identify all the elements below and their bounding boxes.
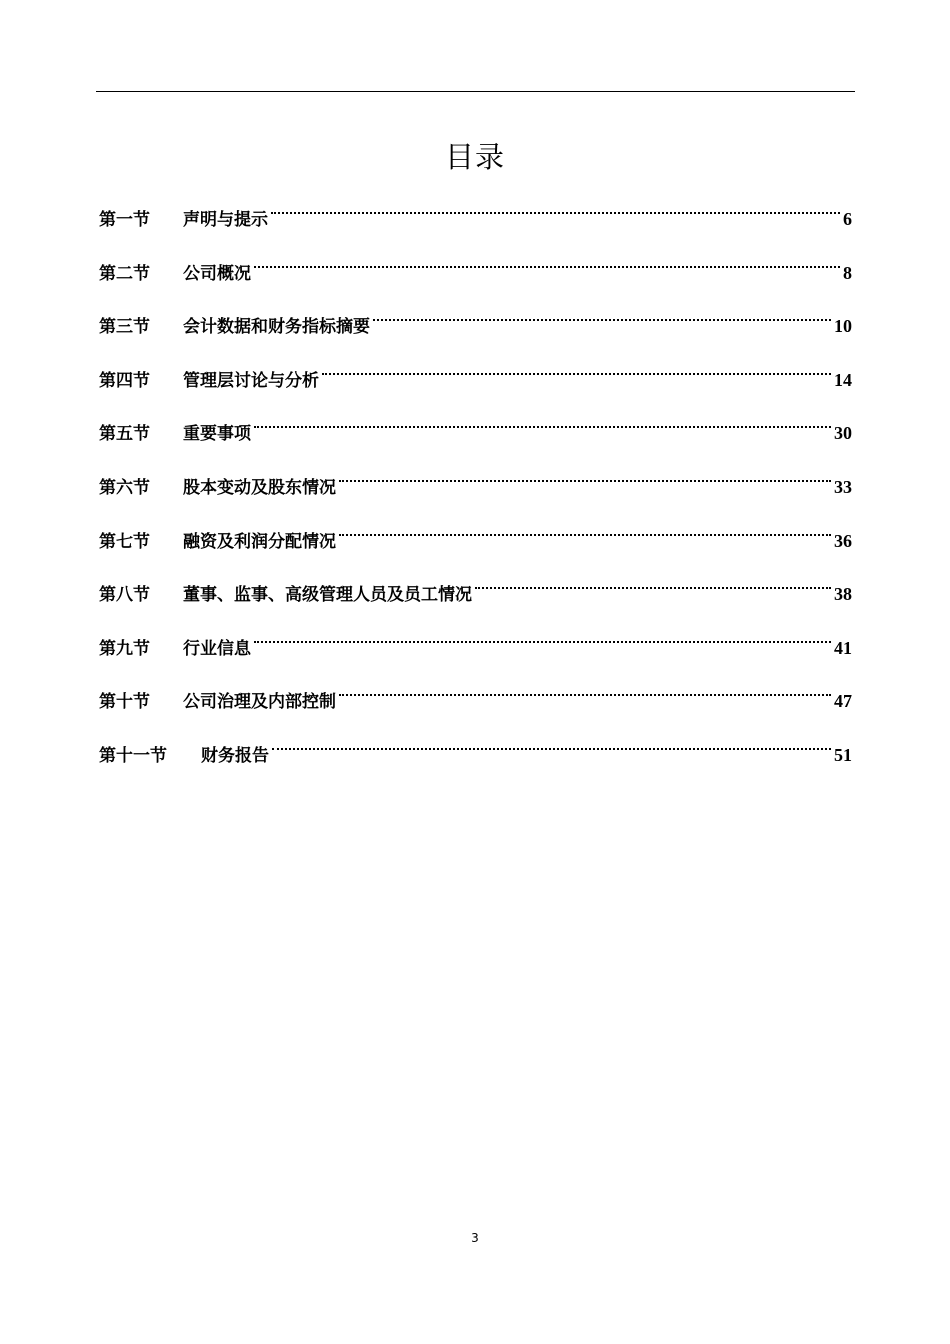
- toc-section-title: 管理层讨论与分析: [183, 370, 319, 391]
- toc-page-number: 8: [843, 262, 852, 283]
- toc-page-number: 30: [834, 423, 852, 444]
- toc-section-number: 第六节: [99, 477, 150, 498]
- toc-entry-3[interactable]: [99, 296, 852, 350]
- toc-entry-11[interactable]: [99, 725, 852, 779]
- toc-dot-leader: [322, 350, 831, 386]
- header-rule: [96, 91, 855, 92]
- toc-section-title: 重要事项: [183, 424, 251, 445]
- table-of-contents: [99, 189, 852, 779]
- toc-page-number: 41: [834, 637, 852, 658]
- toc-entry-6[interactable]: [99, 457, 852, 511]
- toc-page-number: 14: [834, 369, 852, 390]
- toc-dot-leader: [339, 457, 831, 493]
- toc-section-number: 第三节: [99, 317, 150, 338]
- toc-section-title: 股本变动及股东情况: [183, 477, 336, 498]
- toc-section-number: 第四节: [99, 370, 150, 391]
- toc-section-number: 第二节: [99, 263, 150, 284]
- toc-section-title: 公司治理及内部控制: [183, 692, 336, 713]
- toc-page-number: 10: [834, 316, 852, 337]
- toc-section-number: 第十节: [99, 692, 150, 713]
- toc-page-number: 33: [834, 476, 852, 497]
- toc-entry-9[interactable]: [99, 618, 852, 672]
- toc-section-number: 第一节: [99, 210, 150, 230]
- footer-page-number: 3: [471, 1231, 479, 1245]
- toc-dot-leader: [254, 618, 831, 654]
- toc-page-number: 38: [834, 584, 852, 605]
- toc-section-number: 第九节: [99, 638, 150, 659]
- toc-section-title: 融资及利润分配情况: [183, 531, 336, 552]
- toc-section-number: 第八节: [99, 585, 150, 606]
- toc-dot-leader: [254, 243, 840, 279]
- toc-section-title: 董事、监事、高级管理人员及员工情况: [183, 585, 472, 606]
- toc-section-number: 第五节: [99, 424, 150, 445]
- toc-dot-leader: [254, 403, 831, 439]
- toc-entry-10[interactable]: [99, 671, 852, 725]
- page-title: 目录: [444, 140, 505, 175]
- toc-dot-leader: [339, 671, 831, 707]
- toc-entry-7[interactable]: [99, 511, 852, 565]
- toc-section-title: 行业信息: [183, 638, 251, 659]
- toc-entry-2[interactable]: [99, 243, 852, 297]
- toc-dot-leader: [271, 189, 840, 225]
- toc-page-number: 47: [834, 691, 852, 712]
- toc-section-title: 财务报告: [201, 745, 269, 766]
- toc-entry-8[interactable]: [99, 564, 852, 618]
- toc-entry-4[interactable]: [99, 350, 852, 404]
- toc-dot-leader: [373, 296, 831, 332]
- toc-entry-5[interactable]: [99, 403, 852, 457]
- toc-dot-leader: [339, 511, 831, 547]
- toc-page-number: 6: [843, 209, 852, 229]
- toc-section-number: 第十一节: [99, 745, 167, 766]
- toc-page-number: 51: [834, 744, 852, 765]
- toc-entry-1[interactable]: [99, 189, 852, 243]
- toc-section-number: 第七节: [99, 531, 150, 552]
- toc-section-title: 公司概况: [183, 263, 251, 284]
- toc-dot-leader: [272, 725, 831, 761]
- toc-section-title: 会计数据和财务指标摘要: [183, 317, 370, 338]
- toc-page-number: 36: [834, 530, 852, 551]
- toc-dot-leader: [475, 564, 831, 600]
- toc-section-title: 声明与提示: [183, 210, 268, 230]
